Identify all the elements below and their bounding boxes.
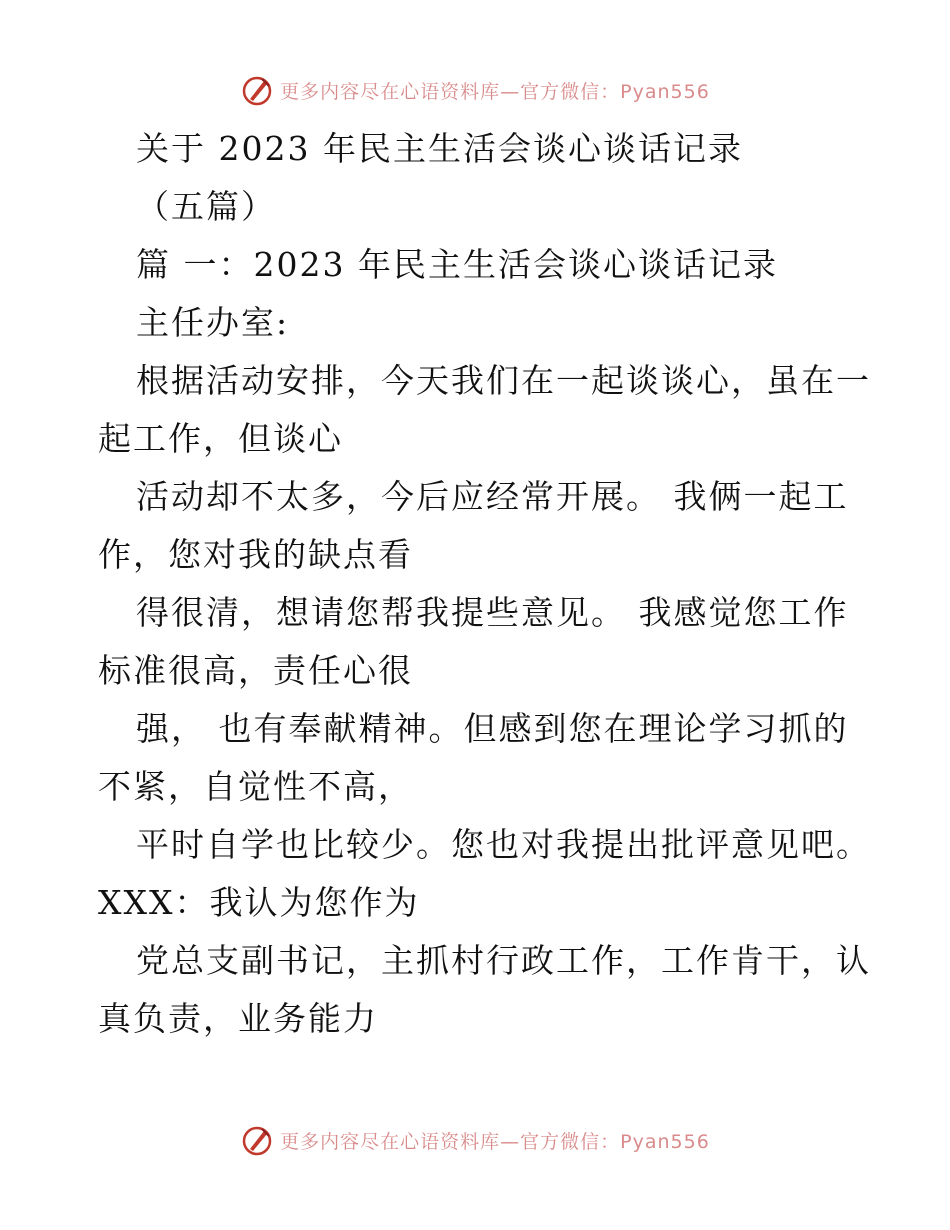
text-line: XXX：我认为您作为 — [98, 883, 420, 922]
text-line: 标准很高，责任心很 — [98, 651, 413, 690]
watermark-text: 更多内容尽在心语资料库—官方微信：Pyan556 — [280, 80, 710, 103]
text-line: 根据活动安排，今天我们在一起谈谈心，虽在一 — [136, 361, 871, 400]
text-line: 主任办室: — [136, 303, 290, 342]
quill-pen-logo-icon — [240, 73, 274, 107]
text-line: 真负责，业务能力 — [98, 999, 378, 1038]
document-body — [98, 120, 871, 1048]
text-line: 强， 也有奉献精神。但感到您在理论学习抓的 — [136, 709, 849, 748]
header-watermark — [0, 70, 950, 110]
watermark-text: 更多内容尽在心语资料库—官方微信：Pyan556 — [280, 1130, 710, 1153]
document-subtitle: （五篇） — [136, 187, 276, 226]
section-heading: 篇 一：2023 年民主生活会谈心谈话记录 — [136, 245, 778, 284]
document-title: 关于 2023 年民主生活会谈心谈话记录 — [136, 129, 743, 168]
text-line: 平时自学也比较少。您也对我提出批评意见吧。 — [136, 825, 871, 864]
text-line: 得很清，想请您帮我提些意见。 我感觉您工作 — [136, 593, 849, 632]
text-line: 不紧，自觉性不高， — [98, 767, 413, 806]
quill-pen-logo-icon — [240, 1123, 274, 1157]
text-line: 起工作，但谈心 — [98, 419, 343, 458]
text-line: 作，您对我的缺点看 — [98, 535, 413, 574]
text-line: 党总支副书记，主抓村行政工作，工作肯干，认 — [136, 941, 871, 980]
text-line: 活动却不太多，今后应经常开展。 我俩一起工 — [136, 477, 849, 516]
footer-watermark — [0, 1120, 950, 1160]
